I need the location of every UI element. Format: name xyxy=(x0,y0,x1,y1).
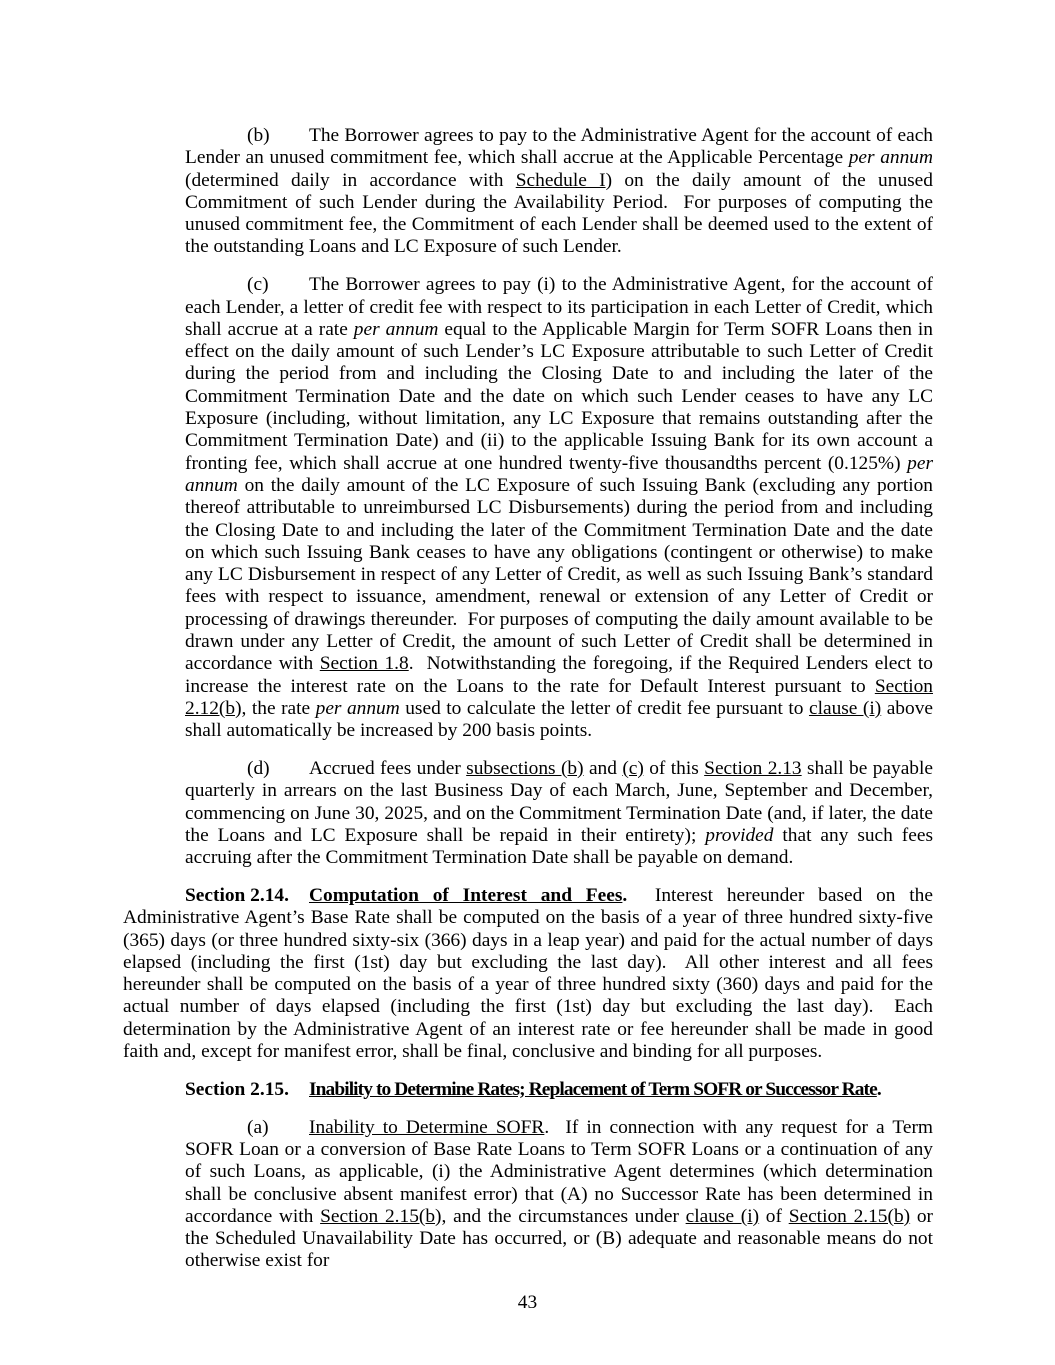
text-run: per annum xyxy=(315,697,400,719)
document-body xyxy=(123,125,933,1288)
text-run: used to calculate the letter of credit fee pursuant to xyxy=(399,697,809,719)
text-run: Section 2.15(b), xyxy=(320,1205,447,1227)
text-run: that any such fees accruing after the Commitment Termination Date shall be payable on demand. xyxy=(185,824,933,869)
text-run: the rate xyxy=(246,697,316,719)
text-run: Schedule I xyxy=(515,169,606,191)
text-run: Section 2.12(b), xyxy=(185,675,933,719)
text-run: per annum xyxy=(848,147,933,169)
text-run: clause (i) xyxy=(685,1205,760,1227)
text-run: and the circumstances under xyxy=(446,1205,686,1227)
text-run: of this xyxy=(643,758,705,780)
text-run: clause (i) xyxy=(808,697,882,719)
paragraph-d xyxy=(185,758,933,869)
paragraph-c xyxy=(185,274,933,742)
text-run: (determined daily in accordance with xyxy=(185,169,516,191)
text-run: Interest hereunder based on the Administrative Agent’s Base Rate shall be computed on the basis of a year of three hundred sixty-five (365) days (or three hundred sixty-six (366) days in a leap year) and paid for the actual number of days elapsed (including the first (1st) day but excluding the last day). All other interest and all fees hereunder shall be computed on the basis of a year of three hundred sixty (360) days and paid for the actual number of days elapsed (including the first (1st) day but excluding the last day). Each determination by the Administrative Agent of an interest rate or fee hereunder shall be made in good faith and, except for manifest error, shall be final, conclusive and binding for all purposes. xyxy=(123,885,933,1063)
text-run: Inability to Determine SOFR xyxy=(309,1116,545,1138)
paragraph-a xyxy=(185,1117,933,1273)
paragraph-label: (c) xyxy=(247,274,269,296)
text-run: Inability to Determine Rates; Replacement of Term SOFR or Successor Rate xyxy=(309,1078,877,1100)
text-run: . Notwithstanding the foregoing, if the Required Lenders elect to increase the interest rate on the Loans to the rate for Default Interest pursuant to xyxy=(185,653,933,697)
text-run: Section 2.15(b) xyxy=(788,1205,911,1227)
section-2-15-heading xyxy=(123,1079,933,1101)
text-run: Accrued fees under xyxy=(309,758,467,780)
text-run: or the Scheduled Unavailability Date has occurred, or (B) adequate and reasonable means do not otherwise exist for xyxy=(185,1205,933,1272)
text-run: of xyxy=(759,1205,789,1227)
text-run: shall be payable quarterly in arrears on the last Business Day of each March, June, September and December, commencing on June 30, 2025, and on the Commitment Termination Date (and, if later, the date the Loans and LC Exposure shall be repaid in their entirety); xyxy=(185,758,933,846)
text-run: above shall automatically be increased by 200 basis points. xyxy=(185,697,934,742)
text-run: and xyxy=(583,758,623,780)
text-run: per annum xyxy=(353,318,439,340)
paragraph-label: Section 2.14. xyxy=(185,885,289,906)
paragraph-label: (d) xyxy=(247,758,270,780)
text-run: . If in connection with any request for a Term SOFR Loan or a conversion of Base Rate Loans to Term SOFR Loans or a continuation of any of such Loans, as applicable, (i) the Administrative Agent determines (which determination shall be conclusive absent manifest error) that (A) no Successor Rate has been determined in accordance with xyxy=(185,1116,934,1227)
text-run: per annum xyxy=(185,452,933,496)
text-run: . xyxy=(876,1078,881,1100)
text-run: Computation of Interest and Fees xyxy=(309,885,623,906)
text-run: The Borrower agrees to pay to the Administrative Agent for the account of each Lender an unused commitment fee, which shall accrue at the Applicable Percentage xyxy=(185,125,933,169)
paragraph-label: (a) xyxy=(247,1116,269,1138)
text-run: provided xyxy=(705,824,774,846)
text-run: equal to the Applicable Margin for Term SOFR Loans then in effect on the daily amount of such Lender’s LC Exposure attributable to such Letter of Credit during the period from and including the Closing Date to and including the later of the Commitment Termination Date and the date on which such Lender ceases to have any LC Exposure (including, without limitation, any LC Exposure that remains outstanding after the Commitment Termination Date) and (ii) to the applicable Issuing Bank for its own account a fronting fee, which shall accrue at one hundred twenty-five thousandths percent (0.125%) xyxy=(185,318,934,474)
paragraph-label: (b) xyxy=(247,125,270,146)
paragraph-b xyxy=(185,125,933,259)
paragraph-label: Section 2.15. xyxy=(185,1078,289,1100)
section-2-14-paragraph xyxy=(123,885,933,1063)
text-run: Section 1.8 xyxy=(319,653,409,675)
text-run: . xyxy=(622,885,628,906)
text-run: (c) xyxy=(622,758,644,780)
page-number: 43 xyxy=(517,1292,538,1313)
text-run: subsections (b) xyxy=(466,758,584,780)
text-run: The Borrower agrees to pay (i) to the Administrative Agent, for the account of each Lender, a letter of credit fee with respect to its participation in each Letter of Credit, which shall accrue at a rate xyxy=(185,274,933,340)
text-run: ) on the daily amount of the unused Commitment of such Lender during the Availability Period. For purposes of computing the unused commitment fee, the Commitment of each Lender shall be deemed used to the extent of the outstanding Loans and LC Exposure of such Lender. xyxy=(185,169,933,258)
text-run: Section 2.13 xyxy=(704,758,802,780)
text-run: on the daily amount of the LC Exposure of such Issuing Bank (excluding any portion thereof attributable to unreimbursed LC Disbursements) during the period from and including the Closing Date to and including the later of the Commitment Termination Date and the date on which such Issuing Bank ceases to have any obligations (contingent or otherwise) to make any LC Disbursement in respect of any Letter of Credit, as well as such Issuing Bank’s standard fees with respect to issuance, amendment, renewal or extension of any Letter of Credit or processing of drawings thereunder. For purposes of computing the daily amount available to be drawn under any Letter of Credit, the amount of such Letter of Credit shall be determined in accordance with xyxy=(185,474,933,675)
